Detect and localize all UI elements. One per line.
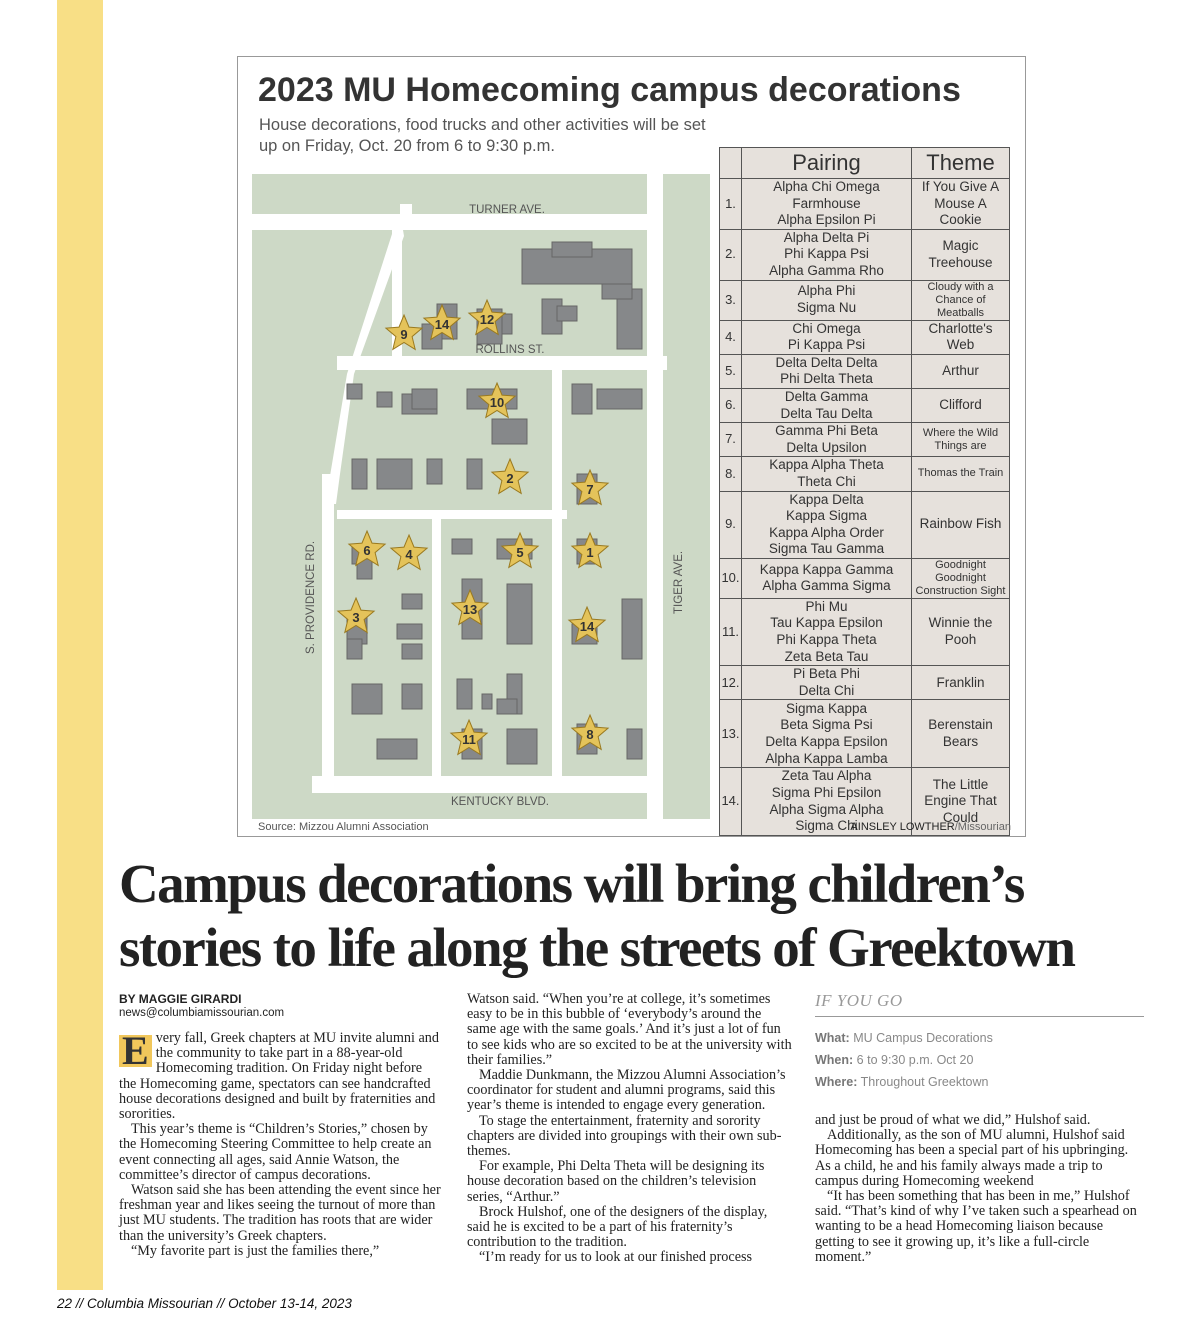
- row-number: 6.: [720, 388, 742, 422]
- row-pairing: Alpha Phi Sigma Nu: [742, 280, 912, 320]
- row-theme: The Little Engine That Could: [912, 768, 1010, 835]
- row-pairing: Delta Delta Delta Phi Delta Theta: [742, 354, 912, 388]
- paragraph: Watson said. “When you’re at college, it’s sometimes easy to be in this bubble of ‘everybody’s around the same age with the same goals.’ And it’s just a lot of fun to see kids who are so excited to be at the university with their families.”: [467, 991, 792, 1068]
- author-email[interactable]: news@columbiamissourian.com: [119, 1007, 285, 1019]
- table-row: [720, 558, 1010, 598]
- row-theme: Cloudy with a Chance of Meatballs: [912, 280, 1010, 320]
- table-corner: [720, 148, 742, 179]
- paragraph: Watson said she has been attending the event since her freshman year and likes seeing the turnout of more than just MU students. The tradition has roots that are wider than the university’s Greek chapters.: [119, 1182, 441, 1244]
- row-pairing: Gamma Phi Beta Delta Upsilon: [742, 423, 912, 457]
- what-value: MU Campus Decorations: [853, 1031, 993, 1045]
- road-lane-center: [432, 519, 441, 779]
- row-number: 13.: [720, 700, 742, 768]
- if-you-go-what: [815, 1031, 993, 1045]
- road-turner-spur: [400, 204, 412, 224]
- row-number: 9.: [720, 491, 742, 558]
- if-you-go-title: IF YOU GO: [815, 991, 903, 1010]
- paragraph: “It has been something that has been in me,” Hulshof said. “That’s kind of why I’ve taken such a spearhead on wanting to be a head Homecoming liaison because getting to see it growing up, it’s like a full-circle moment.”: [815, 1188, 1137, 1265]
- row-pairing: Phi Mu Tau Kappa Epsilon Phi Kappa Theta Zeta Beta Tau: [742, 598, 912, 665]
- row-theme: If You Give A Mouse A Cookie: [912, 179, 1010, 230]
- row-theme: Clifford: [912, 388, 1010, 422]
- row-pairing: Zeta Tau Alpha Sigma Phi Epsilon Alpha Sigma Alpha Sigma Chi: [742, 768, 912, 835]
- road-turner: [252, 214, 652, 230]
- article-column-2: [467, 992, 792, 1266]
- paragraph: This year’s theme is “Children’s Stories,” chosen by the Homecoming Steering Committee to help create an event connecting all ages, said Annie Watson, the committee’s director of campus decorations.: [119, 1121, 432, 1183]
- row-theme: Berenstain Bears: [912, 700, 1010, 768]
- road-rollins: [337, 356, 667, 370]
- table-row: [720, 388, 1010, 422]
- if-you-go-where: [815, 1075, 988, 1089]
- table-row: [720, 700, 1010, 768]
- row-theme: Rainbow Fish: [912, 491, 1010, 558]
- star-label: 6: [363, 543, 371, 558]
- row-pairing: Kappa Kappa Gamma Alpha Gamma Sigma: [742, 558, 912, 598]
- graphic-subtitle: House decorations, food trucks and other activities will be set up on Friday, Oct. 20 from 6 to 9:30 p.m.: [259, 116, 706, 155]
- table-row: [720, 423, 1010, 457]
- paragraph: and just be proud of what we did,” Hulshof said.: [815, 1112, 1091, 1128]
- headline-line-2: stories to life along the streets of Greektown: [119, 917, 1075, 978]
- table-row: [720, 179, 1010, 230]
- graphic-title: 2023 MU Homecoming campus decorations: [258, 71, 961, 109]
- star-label: 11: [462, 732, 476, 747]
- street-rollins: ROLLINS ST.: [475, 344, 545, 356]
- what-label: What:: [815, 1031, 850, 1045]
- row-number: 4.: [720, 320, 742, 354]
- page-accent-bar: [57, 0, 103, 1290]
- paragraph: “I’m ready for us to look at our finished process: [479, 1249, 753, 1266]
- street-providence: S. PROVIDENCE RD.: [305, 540, 317, 654]
- row-pairing: Pi Beta Phi Delta Chi: [742, 666, 912, 700]
- row-pairing: Alpha Delta Pi Phi Kappa Psi Alpha Gamma Rho: [742, 229, 912, 280]
- if-you-go-divider: [815, 1016, 1144, 1017]
- row-theme: Franklin: [912, 666, 1010, 700]
- star-label: 3: [352, 610, 360, 625]
- street-kentucky: KENTUCKY BLVD.: [451, 796, 549, 808]
- credit-org: /Missourian: [954, 821, 1011, 833]
- star-label: 2: [506, 471, 514, 486]
- row-number: 10.: [720, 558, 742, 598]
- homecoming-graphic: [237, 56, 1026, 837]
- row-theme: Where the Wild Things are: [912, 423, 1010, 457]
- row-theme: Magic Treehouse: [912, 229, 1010, 280]
- when-label: When:: [815, 1053, 854, 1067]
- if-you-go-when: [815, 1053, 973, 1067]
- paragraph: For example, Phi Delta Theta will be designing its house decoration based on the children’s television series, “Arthur.”: [467, 1158, 765, 1205]
- where-label: Where:: [815, 1075, 858, 1089]
- row-number: 2.: [720, 229, 742, 280]
- header-pairing: Pairing: [742, 148, 912, 179]
- table-row: [720, 229, 1010, 280]
- row-number: 7.: [720, 423, 742, 457]
- road-kentucky: [312, 776, 652, 793]
- where-value: Throughout Greektown: [860, 1075, 989, 1089]
- campus-map: [252, 174, 710, 819]
- paragraph: Additionally, as the son of MU alumni, Hulshof said Homecoming has been a special part of his upbringing. As a child, he and his family always made a trip to campus during Homecoming weekend: [815, 1127, 1129, 1189]
- paragraph: Maddie Dunkmann, the Mizzou Alumni Association’s coordinator for student and alumni programs, said this year’s theme is intended to engage every generation.: [467, 1067, 786, 1114]
- table-row: [720, 666, 1010, 700]
- road-tiger: [647, 174, 663, 819]
- table-row: [720, 491, 1010, 558]
- table-row: [720, 320, 1010, 354]
- row-pairing: Kappa Delta Kappa Sigma Kappa Alpha Order Sigma Tau Gamma: [742, 491, 912, 558]
- table-row: [720, 354, 1010, 388]
- header-theme: Theme: [912, 148, 1010, 179]
- star-label: 7: [586, 482, 594, 497]
- article-column-3: [815, 1113, 1143, 1265]
- row-number: 5.: [720, 354, 742, 388]
- row-pairing: Kappa Alpha Theta Theta Chi: [742, 457, 912, 491]
- row-number: 8.: [720, 457, 742, 491]
- headline-line-1: Campus decorations will bring children’s: [119, 853, 1024, 914]
- pairings-table: [719, 147, 1010, 836]
- road-mid: [337, 510, 567, 519]
- row-theme: Thomas the Train: [912, 457, 1010, 491]
- row-pairing: Sigma Kappa Beta Sigma Psi Delta Kappa Epsilon Alpha Kappa Lamba: [742, 700, 912, 768]
- row-theme: Winnie the Pooh: [912, 598, 1010, 665]
- star-label: 4: [405, 547, 413, 562]
- star-label: 5: [516, 545, 524, 560]
- page-footer: 22 // Columbia Missourian // October 13-14, 2023: [57, 1296, 352, 1311]
- when-value: 6 to 9:30 p.m. Oct 20: [856, 1053, 974, 1067]
- star-label: 13: [462, 602, 478, 617]
- pairings-body: [720, 179, 1010, 836]
- street-tiger: TIGER AVE.: [673, 550, 685, 614]
- row-pairing: Alpha Chi Omega Farmhouse Alpha Epsilon Pi: [742, 179, 912, 230]
- row-theme: Arthur: [912, 354, 1010, 388]
- road-lane-east: [552, 364, 562, 784]
- star-label: 10: [489, 395, 505, 410]
- paragraph: “My favorite part is just the families there,”: [131, 1242, 380, 1259]
- row-theme: Goodnight Goodnight Construction Sight: [912, 558, 1010, 598]
- byline: BY MAGGIE GIRARDI: [119, 992, 242, 1006]
- drop-cap: E: [119, 1035, 152, 1067]
- map-background: [252, 174, 710, 819]
- star-label: 14: [579, 619, 595, 634]
- row-number: 3.: [720, 280, 742, 320]
- row-number: 1.: [720, 179, 742, 230]
- star-label: 12: [479, 312, 495, 327]
- table-row: [720, 598, 1010, 665]
- paragraph: Brock Hulshof, one of the designers of the display, said he is excited to be a part of his fraternity’s contribution to the tradition.: [467, 1203, 768, 1251]
- star-label: 1: [586, 545, 594, 560]
- row-pairing: Delta Gamma Delta Tau Delta: [742, 388, 912, 422]
- headline: [119, 852, 1074, 980]
- row-number: 12.: [720, 666, 742, 700]
- table-row: [720, 457, 1010, 491]
- paragraph: To stage the entertainment, fraternity and sorority chapters are divided into groupings with their own sub-themes.: [467, 1112, 782, 1160]
- street-turner: TURNER AVE.: [469, 204, 545, 216]
- row-pairing: Chi Omega Pi Kappa Psi: [742, 320, 912, 354]
- row-number: 14.: [720, 768, 742, 835]
- graphic-source: Source: Mizzou Alumni Association: [258, 821, 429, 833]
- star-label: 14: [434, 317, 450, 332]
- credit-name: AINSLEY LOWTHER: [850, 821, 955, 833]
- row-number: 11.: [720, 598, 742, 665]
- paragraph: very fall, Greek chapters at MU invite alumni and the community to take part in a 88-year-old Homecoming tradition. On Friday night before the Homecoming game, spectators can see handcrafted house decorations designed and built by fraternities and sororities.: [119, 1030, 439, 1123]
- star-label: 9: [400, 327, 408, 342]
- table-row: [720, 280, 1010, 320]
- star-label: 8: [586, 727, 594, 742]
- article-column-1: [119, 1028, 441, 1259]
- row-theme: Charlotte's Web: [912, 320, 1010, 354]
- graphic-credit: [850, 821, 1011, 833]
- road-lane-west: [322, 474, 334, 784]
